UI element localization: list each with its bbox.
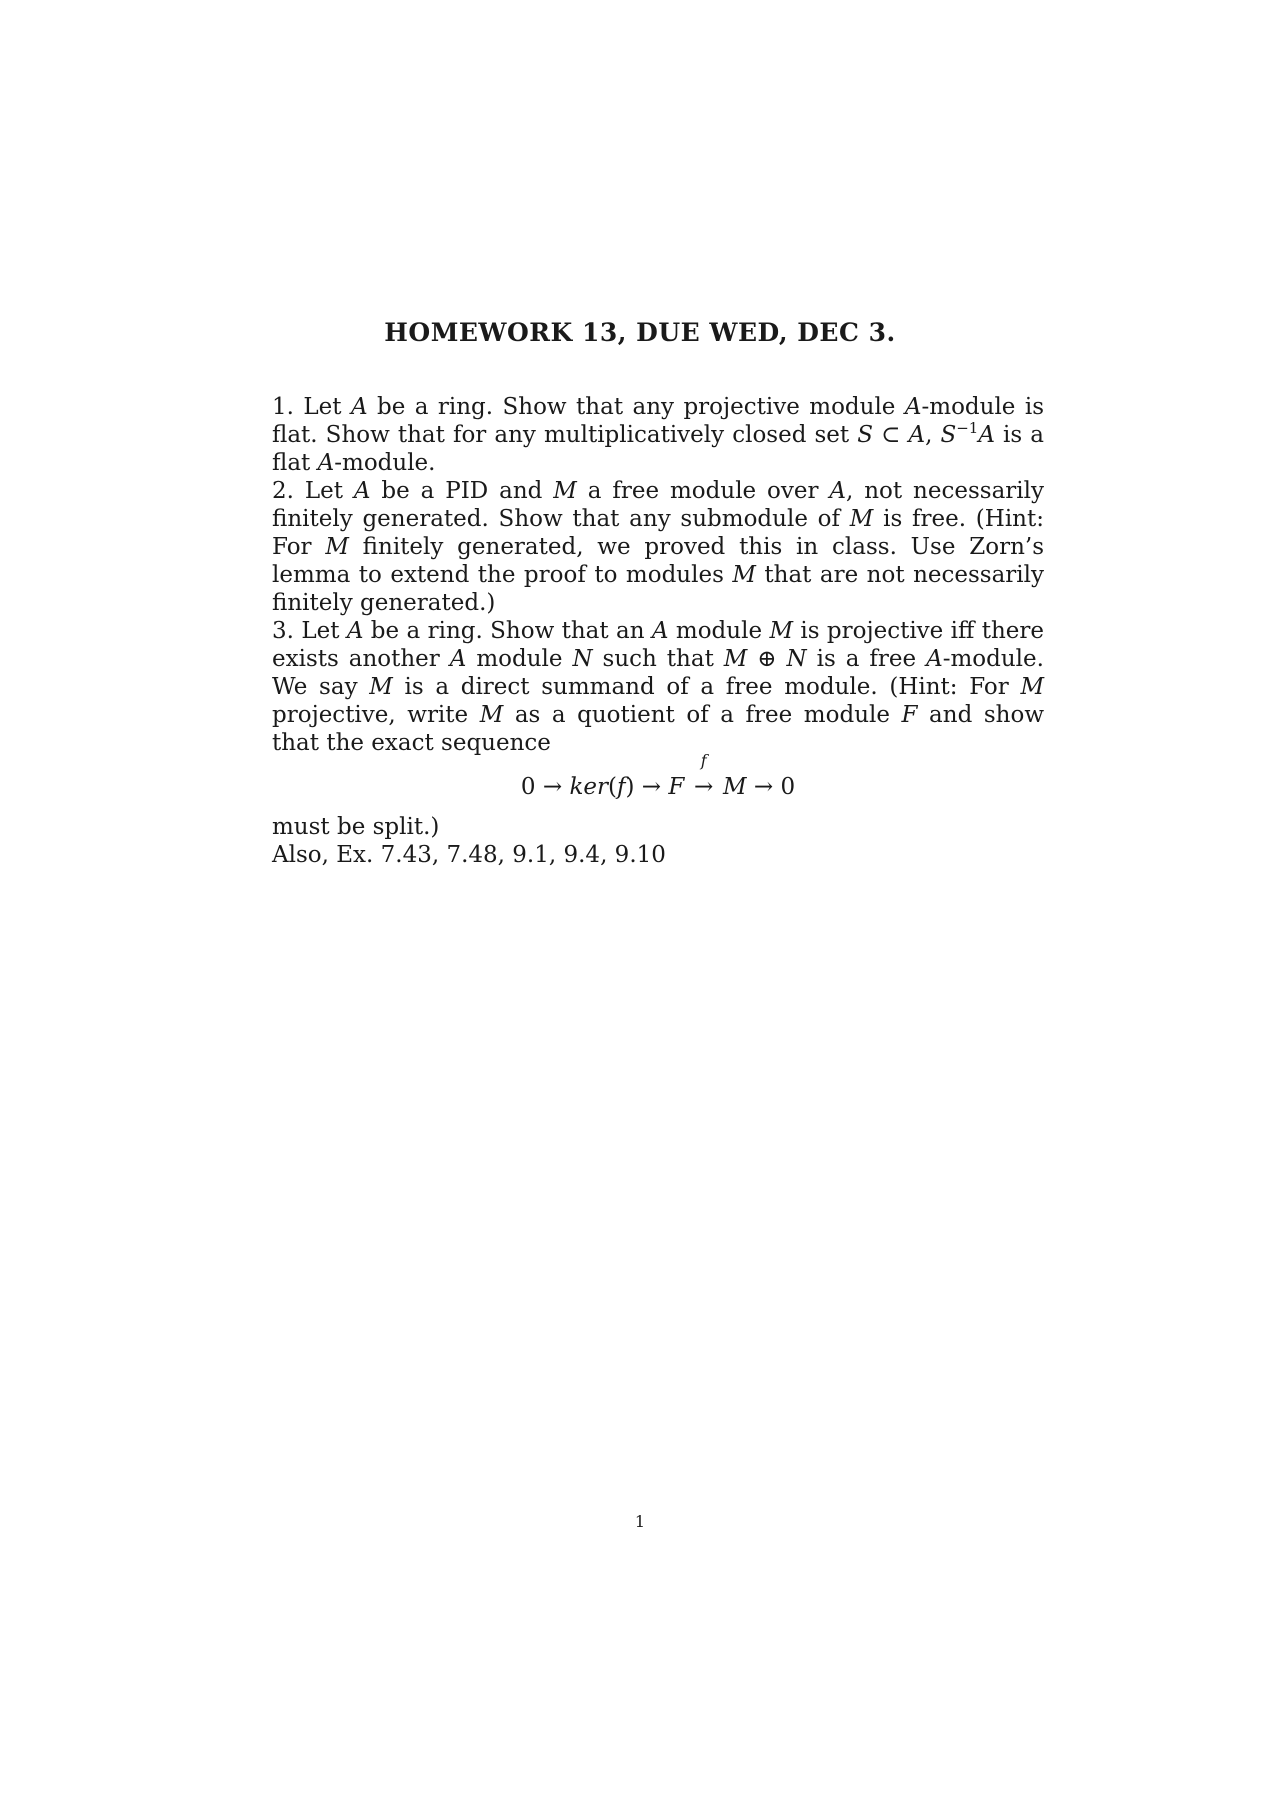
seq-arrow: → <box>634 774 669 800</box>
seq-labeled-arrow <box>692 751 716 803</box>
math-symbol: N <box>572 646 593 672</box>
math-symbol: A <box>317 450 335 476</box>
problem-3-end: must be split.) <box>272 814 440 840</box>
math-symbol: A <box>651 618 669 644</box>
math-symbol: A <box>926 646 943 672</box>
problem-3-text: module <box>466 646 573 672</box>
math-symbol: A <box>449 646 467 672</box>
math-symbol: N <box>786 646 807 672</box>
math-symbol: F <box>901 702 918 728</box>
math-symbol: A <box>904 394 922 420</box>
seq-F: F <box>668 774 685 800</box>
seq-paren: ) <box>625 774 635 800</box>
document-title: HOMEWORK 13, DUE WED, DEC 3. <box>384 318 896 347</box>
math-exponent: −1 <box>956 419 979 437</box>
exact-sequence <box>272 751 1044 803</box>
math-symbol: M <box>769 618 793 644</box>
seq-arrow: → <box>746 774 781 800</box>
seq-zero: 0 <box>520 774 536 800</box>
problem-3-text: is projective iff there exists another <box>272 618 1044 672</box>
problem-3-text: -module. We say <box>272 646 1044 700</box>
problem-2-text: finitely generated, we proved this in class. Use Zorn’s lemma to extend the proof to modules <box>272 534 1044 588</box>
document-body <box>272 393 1044 869</box>
seq-paren: ( <box>608 774 617 800</box>
seq-ker: ker <box>569 774 608 800</box>
problem-3-text: as a quotient of a free module <box>503 702 902 728</box>
math-symbol: A <box>346 618 364 644</box>
problem-3-text: and show that the exact sequence <box>272 702 1045 756</box>
problem-3-text: 3. Let <box>272 618 347 644</box>
math-symbol: A <box>350 394 368 420</box>
seq-f: f <box>616 774 626 800</box>
math-symbol: M <box>849 506 874 532</box>
also-exercises: Also, Ex. 7.43, 7.48, 9.1, 9.4, 9.10 <box>272 842 666 868</box>
problem-1-text: -module. <box>334 450 436 476</box>
problem-3-text: be a ring. Show that an <box>363 618 652 644</box>
problem-2-text: that are not necessarily finitely generated.) <box>272 562 1044 616</box>
seq-M: M <box>722 774 747 800</box>
math-symbol: A <box>908 422 926 448</box>
math-symbol: M <box>1020 674 1045 700</box>
problem-3 <box>272 617 1044 757</box>
math-symbol: A <box>353 478 371 504</box>
problem-3-text: module <box>668 618 770 644</box>
problem-3-text: projective, write <box>272 702 480 728</box>
problem-1-text: , <box>925 422 941 448</box>
math-symbol: M <box>553 478 577 504</box>
problem-1-text: is a flat <box>272 422 1045 476</box>
problem-1-text: -module is flat. Show that for any multiplicatively closed set <box>272 394 1045 448</box>
problem-2-text: be a PID and <box>370 478 554 504</box>
problem-3-text: such that <box>592 646 724 672</box>
math-operator: ⊕ <box>747 646 787 672</box>
problem-1-text: be a ring. Show that any projective module <box>367 394 905 420</box>
problem-2-text: a free module over <box>576 478 830 504</box>
problem-3-text: is a direct summand of a free module. (Hint: For <box>392 674 1021 700</box>
math-symbol: S <box>857 422 874 448</box>
problem-2-text: , not necessarily finitely generated. Show that any submodule of <box>272 478 1044 532</box>
math-symbol: S <box>940 422 957 448</box>
problem-1 <box>272 393 1044 477</box>
math-symbol: M <box>479 702 504 728</box>
seq-zero: 0 <box>780 774 796 800</box>
problem-2-text: is free. (Hint: For <box>272 506 1044 560</box>
problem-2-text: 2. Let <box>272 478 354 504</box>
math-symbol: M <box>325 534 349 560</box>
page-number: 1 <box>634 1512 646 1531</box>
problem-2 <box>272 477 1044 617</box>
math-symbol: M <box>723 646 748 672</box>
math-symbol: A <box>978 422 995 448</box>
seq-arrow: → <box>535 774 570 800</box>
math-symbol: A <box>829 478 847 504</box>
problem-1-text: 1. Let <box>272 394 351 420</box>
math-symbol: M <box>732 562 756 588</box>
math-operator: ⊂ <box>873 422 909 448</box>
seq-arrow: → <box>694 774 714 800</box>
math-symbol: M <box>369 674 393 700</box>
seq-arrow-label: f <box>700 751 707 770</box>
problem-3-text: is a free <box>806 646 927 672</box>
